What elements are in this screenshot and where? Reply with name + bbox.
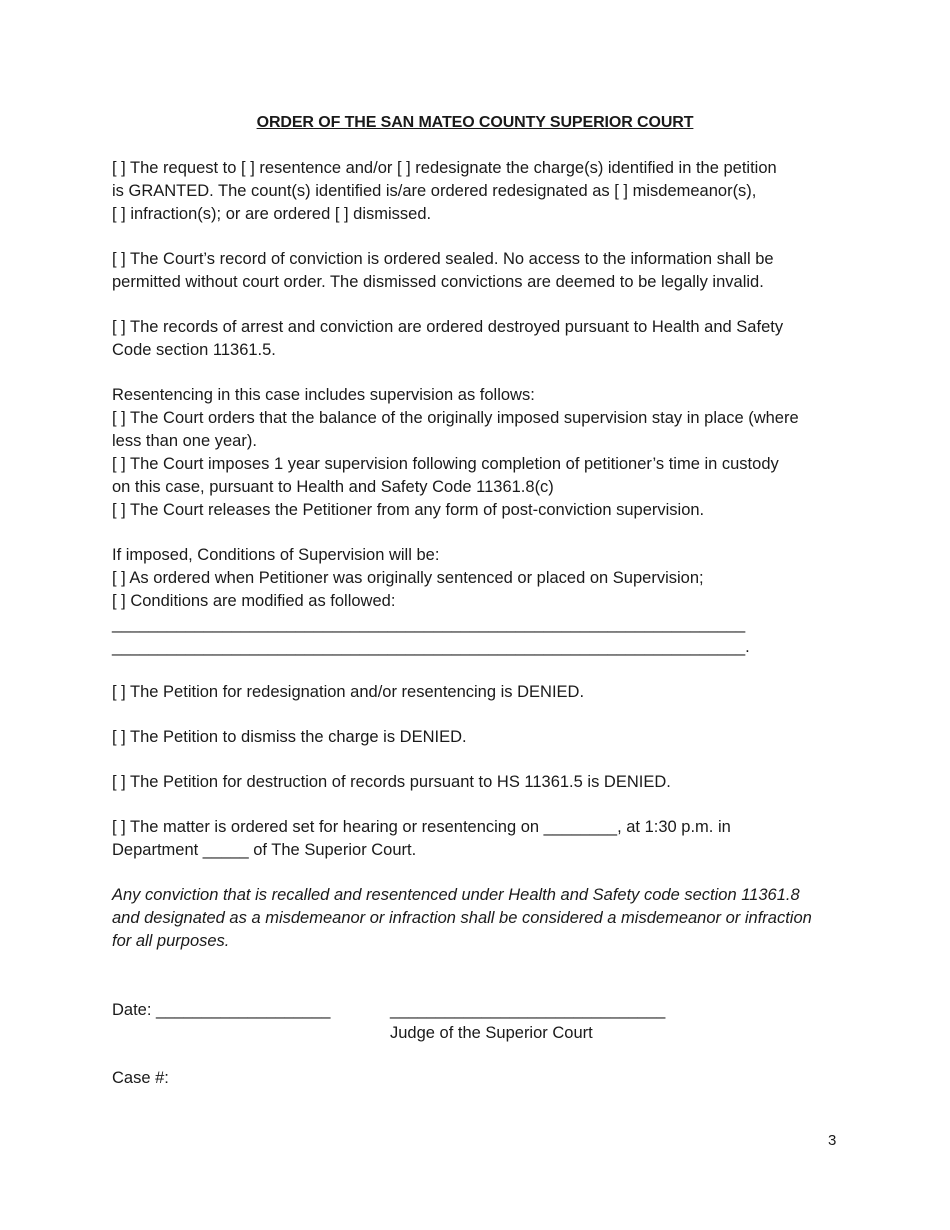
conditions-blank-line-2: _____________________________________________________________________. xyxy=(112,638,750,656)
conditions-blank-line-1: _____________________________________________________________________ xyxy=(112,615,746,633)
supervision-option-a-line-2: less than one year). xyxy=(112,432,257,450)
notice-line-1: Any conviction that is recalled and resentenced under Health and Safety code section 11361.8 xyxy=(112,886,800,904)
supervision-option-b-line-2: on this case, pursuant to Health and Safety Code 11361.8(c) xyxy=(112,478,554,496)
page-title: ORDER OF THE SAN MATEO COUNTY SUPERIOR COURT xyxy=(256,114,694,131)
notice-line-3: for all purposes. xyxy=(112,932,230,950)
order-body xyxy=(112,157,842,953)
sealed-line-2: permitted without court order. The dismissed convictions are deemed to be legally invalid. xyxy=(112,273,764,291)
denied-destruction: [ ] The Petition for destruction of records pursuant to HS 11361.5 is DENIED. xyxy=(112,773,671,791)
supervision-intro: Resentencing in this case includes supervision as follows: xyxy=(112,386,535,404)
destroyed-line-2: Code section 11361.5. xyxy=(112,341,276,359)
granted-line-1: [ ] The request to [ ] resentence and/or [ ] redesignate the charge(s) identified in the petition xyxy=(112,159,777,177)
granted-line-2: is GRANTED. The count(s) identified is/are ordered redesignated as [ ] misdemeanor(s), xyxy=(112,182,757,200)
conditions-option-a: [ ] As ordered when Petitioner was originally sentenced or placed on Supervision; xyxy=(112,569,704,587)
sealed-line-1: [ ] The Court’s record of conviction is ordered sealed. No access to the information shall be xyxy=(112,250,774,268)
page-number: 3 xyxy=(828,1132,837,1149)
conditions-intro: If imposed, Conditions of Supervision will be: xyxy=(112,546,440,564)
notice-line-2: and designated as a misdemeanor or infraction shall be considered a misdemeanor or infraction xyxy=(112,909,812,927)
hearing-line-1: [ ] The matter is ordered set for hearing or resentencing on ________, at 1:30 p.m. in xyxy=(112,818,731,836)
case-number-label: Case #: xyxy=(112,1069,169,1087)
supervision-option-b-line-1: [ ] The Court imposes 1 year supervision following completion of petitioner’s time in custody xyxy=(112,455,779,473)
supervision-option-c: [ ] The Court releases the Petitioner from any form of post-conviction supervision. xyxy=(112,501,705,519)
granted-line-3: [ ] infraction(s); or are ordered [ ] dismissed. xyxy=(112,205,432,223)
hearing-line-2: Department _____ of The Superior Court. xyxy=(112,841,417,859)
denied-dismiss: [ ] The Petition to dismiss the charge is DENIED. xyxy=(112,728,467,746)
denied-redesignation: [ ] The Petition for redesignation and/or resentencing is DENIED. xyxy=(112,683,585,701)
conditions-option-b: [ ] Conditions are modified as followed: xyxy=(112,592,396,610)
judge-signature-label: Judge of the Superior Court xyxy=(390,1024,593,1042)
destroyed-line-1: [ ] The records of arrest and conviction are ordered destroyed pursuant to Health and Safety xyxy=(112,318,784,336)
supervision-option-a-line-1: [ ] The Court orders that the balance of the originally imposed supervision stay in place (where xyxy=(112,409,799,427)
date-field: Date: ___________________ xyxy=(112,1001,331,1019)
judge-signature-line: ______________________________ xyxy=(390,1001,666,1019)
